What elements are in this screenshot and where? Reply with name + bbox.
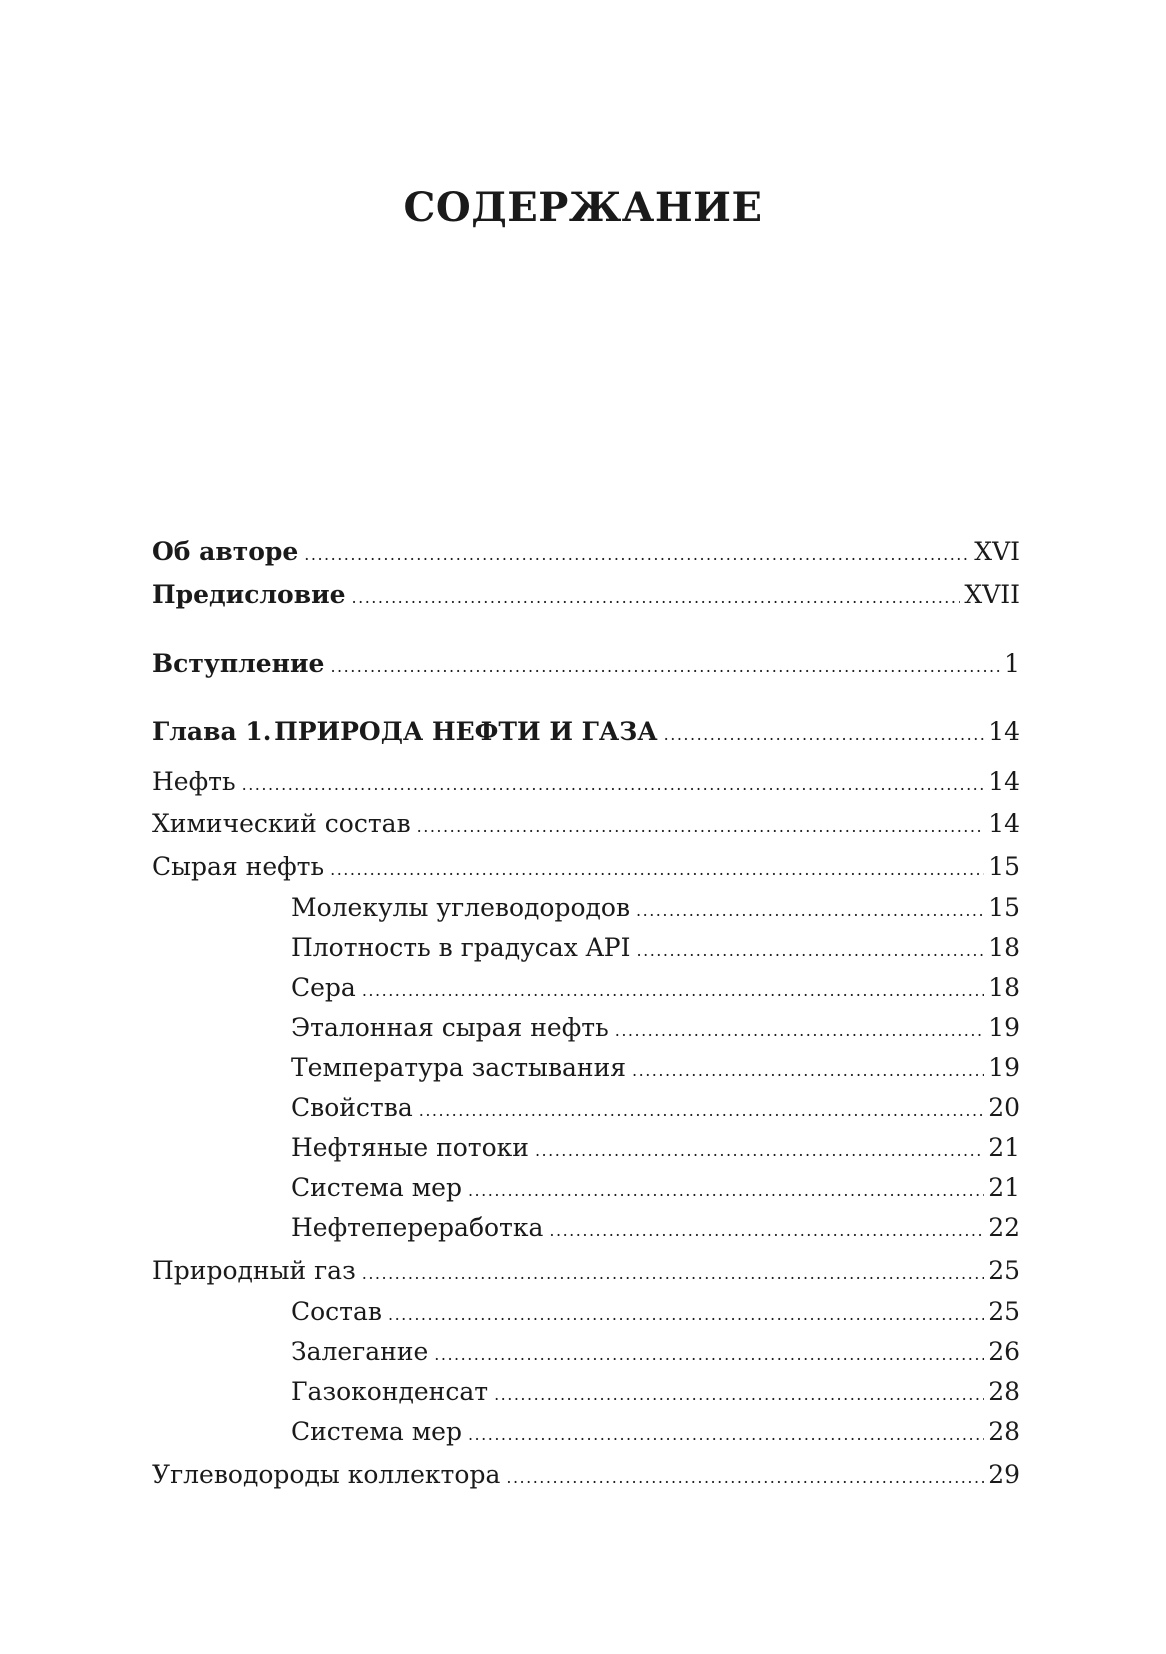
toc-entry-page: 14 [988, 809, 1020, 838]
dot-leader [506, 1460, 984, 1496]
dot-leader [632, 1053, 984, 1089]
dot-leader [535, 1133, 984, 1169]
toc-entry-page: 15 [988, 893, 1020, 922]
toc-entry-oil[interactable] [152, 764, 1020, 800]
toc-entry-label: Вступление [152, 649, 325, 678]
toc-entry-label: Нефтепереработка [291, 1213, 544, 1242]
toc-entry-page: 14 [988, 717, 1020, 746]
toc-entry-label: Плотность в градусах API [291, 933, 631, 962]
toc-entry-reservoir-hydrocarbons[interactable] [152, 1457, 1020, 1493]
toc-entry-page: 14 [988, 767, 1020, 796]
toc-entry-page: 25 [988, 1256, 1020, 1285]
toc-entry-about-author[interactable] [152, 534, 1020, 570]
toc-entry-units-gas[interactable] [291, 1414, 1020, 1450]
toc-entry-chapter-1[interactable] [152, 714, 1020, 750]
dot-leader [664, 717, 985, 753]
dot-leader [330, 852, 984, 888]
toc-entry-label: Предисловие [152, 580, 346, 609]
dot-leader [417, 809, 985, 845]
toc-entry-benchmark-crude[interactable] [291, 1010, 1020, 1046]
dot-leader [362, 973, 984, 1009]
toc-entry-page: 21 [988, 1173, 1020, 1202]
toc-entry-label: Температура застывания [291, 1053, 627, 1082]
toc-entry-occurrence[interactable] [291, 1334, 1020, 1370]
toc-entry-units-oil[interactable] [291, 1170, 1020, 1206]
toc-entry-page: 21 [988, 1133, 1020, 1162]
toc-entry-label: Сера [291, 973, 356, 1002]
dot-leader [304, 537, 970, 573]
toc-entry-page: 28 [988, 1417, 1020, 1446]
toc-entry-properties[interactable] [291, 1090, 1020, 1126]
dot-leader [362, 1256, 984, 1292]
dot-leader [637, 933, 985, 969]
toc-entry-page: XVII [964, 580, 1020, 609]
toc-entry-page: 18 [988, 933, 1020, 962]
dot-leader [468, 1417, 984, 1453]
dot-leader [468, 1173, 984, 1209]
toc-entry-foreword[interactable] [152, 577, 1020, 613]
toc-entry-label: Залегание [291, 1337, 429, 1366]
dot-leader [549, 1213, 984, 1249]
dot-leader [352, 580, 961, 616]
dot-leader [388, 1297, 984, 1333]
toc-entry-page: 22 [988, 1213, 1020, 1242]
toc-entry-page: 18 [988, 973, 1020, 1002]
toc-entry-page: 19 [988, 1053, 1020, 1082]
toc-entry-label: Эталонная сырая нефть [291, 1013, 609, 1042]
dot-leader [494, 1377, 984, 1413]
toc-entry-label: Молекулы углеводородов [291, 893, 631, 922]
toc-entry-page: 29 [988, 1460, 1020, 1489]
dot-leader [419, 1093, 984, 1129]
toc-entry-label: Об авторе [152, 537, 299, 566]
toc-entry-page: 1 [1004, 649, 1020, 678]
toc-entry-label: Нефтяные потоки [291, 1133, 529, 1162]
toc-entry-crude-oil[interactable] [152, 849, 1020, 885]
toc-entry-natural-gas[interactable] [152, 1253, 1020, 1289]
toc-entry-chemical-composition[interactable] [152, 806, 1020, 842]
toc-entry-page: XVI [974, 537, 1020, 566]
toc-entry-page: 25 [988, 1297, 1020, 1326]
toc-entry-introduction[interactable] [152, 646, 1020, 682]
toc-entry-label: ПРИРОДА НЕФТИ И ГАЗА [274, 717, 658, 746]
toc-entry-oil-streams[interactable] [291, 1130, 1020, 1166]
dot-leader [242, 767, 985, 803]
toc-entry-api-gravity[interactable] [291, 930, 1020, 966]
toc-entry-page: 26 [988, 1337, 1020, 1366]
toc-entry-label: Нефть [152, 767, 236, 796]
dot-leader [434, 1337, 984, 1373]
dot-leader [615, 1013, 984, 1049]
toc-entry-composition[interactable] [291, 1294, 1020, 1330]
toc-entry-label: Газоконденсат [291, 1377, 489, 1406]
toc-entry-page: 19 [988, 1013, 1020, 1042]
toc-entry-page: 20 [988, 1093, 1020, 1122]
toc-entry-label: Система мер [291, 1417, 462, 1446]
toc-entry-page: 28 [988, 1377, 1020, 1406]
toc-entry-label: Углеводороды коллектора [152, 1460, 501, 1489]
toc-entry-pour-point[interactable] [291, 1050, 1020, 1086]
page-title: СОДЕРЖАНИЕ [403, 184, 763, 231]
toc-entry-refining[interactable] [291, 1210, 1020, 1246]
toc-entry-label: Сырая нефть [152, 852, 325, 881]
toc-entry-hydrocarbon-molecules[interactable] [291, 890, 1020, 926]
toc-entry-sulfur[interactable] [291, 970, 1020, 1006]
toc-entry-label: Система мер [291, 1173, 462, 1202]
toc-entry-label: Химический состав [152, 809, 411, 838]
toc-entry-label: Состав [291, 1297, 382, 1326]
toc-entry-gas-condensate[interactable] [291, 1374, 1020, 1410]
toc-entry-label: Свойства [291, 1093, 413, 1122]
toc-entry-label: Природный газ [152, 1256, 356, 1285]
toc-entry-page: 15 [988, 852, 1020, 881]
dot-leader [330, 649, 1000, 685]
dot-leader [636, 893, 984, 929]
toc-chapter-number: Глава 1. [152, 717, 272, 746]
